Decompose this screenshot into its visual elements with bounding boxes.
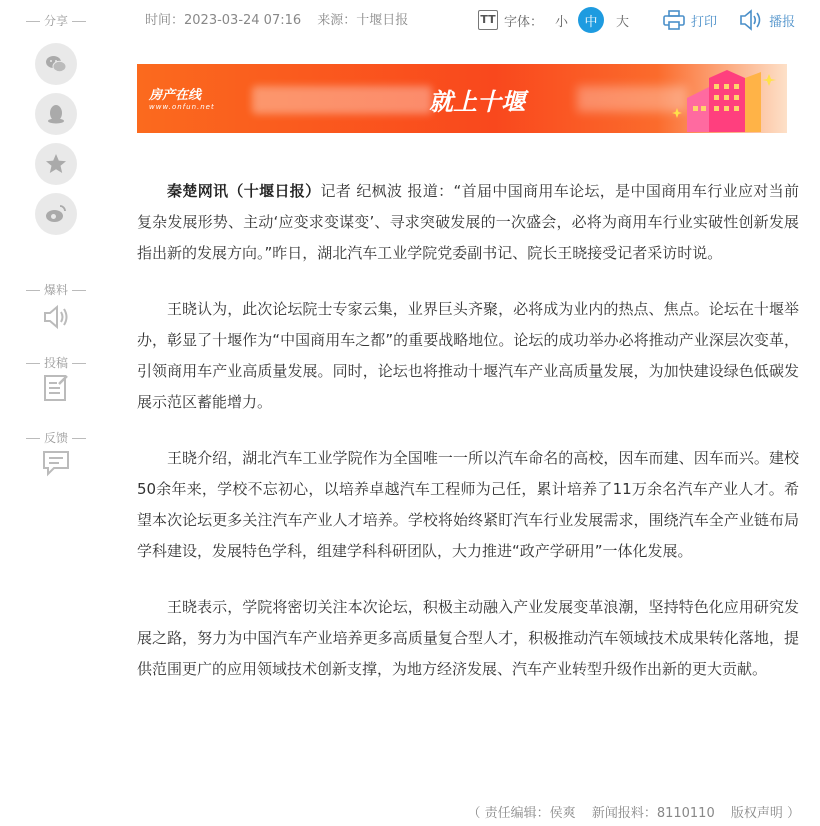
print-button[interactable] xyxy=(663,10,717,30)
tip-button[interactable] xyxy=(41,302,71,332)
speak-button[interactable] xyxy=(739,9,795,31)
edit-document-icon xyxy=(43,374,69,402)
qq-icon xyxy=(44,102,68,126)
article-paragraph: 王晓认为，此次论坛院士专家云集，业界巨头齐聚，必将成为业内的热点、焦点。论坛在十堰举办，彰显了十堰作为“中国商用车之都”的重要战略地位。论坛的成功举办必将推动产业深层次变革，引领商用车产业高质量发展。同时，论坛也将推动十堰汽车产业高质量发展，为加快建设绿色低碳发展示范区蓄能增力。 xyxy=(137,300,799,411)
banner-slogan: 就上十堰 xyxy=(429,88,525,116)
message-icon xyxy=(42,449,70,477)
article-paragraph: 王晓介绍，湖北汽车工业学院作为全国唯一一所以汽车命名的高校，因车而建、因车而兴。建校50余年来，学校不忘初心，以培养卓越汽车工程师为己任，累计培养了11万余名汽车产业人才。希望本次论坛更多关注汽车产业人才培养。学校将始终紧盯汽车行业发展需求，围绕汽车全产业链布局学科建设，发展特色学科，组建学科科研团队，大力推进“政产学研用”一体化发展。 xyxy=(137,449,799,560)
weibo-icon xyxy=(44,202,68,226)
printer-icon xyxy=(663,10,685,30)
publish-time: 时间：2023-03-24 07:16 xyxy=(145,13,302,28)
qzone-icon xyxy=(44,152,68,176)
qzone-share-button[interactable] xyxy=(35,143,77,185)
article-source: 来源：十堰日报 xyxy=(317,13,409,28)
article-footer xyxy=(456,802,800,821)
speaker-icon xyxy=(739,9,763,31)
banner-ad[interactable] xyxy=(137,64,787,133)
font-label: 字体： xyxy=(504,14,544,30)
editor-credit: （ 责任编辑：侯爽 xyxy=(467,806,576,821)
article-paragraph: 秦楚网讯（十堰日报）记者 纪枫波 报道：“首届中国商用车论坛，是中国商用车行业应对当前复杂发展形势、主动‘应变求变谋变’、寻求突破发展的一次盛会，必将为商用车行业实破性创新发展指出新的发展方向。”昨日，湖北汽车工业学院党委副书记、院长王晓接受记者采访时说。 xyxy=(137,182,799,262)
copyright-link[interactable]: 版权声明 ） xyxy=(730,806,800,821)
article-paragraph: 王晓表示，学院将密切关注本次论坛，积极主动融入产业发展变革浪潮，坚持特色化应用研究发展之路，努力为中国汽车产业培养更多高质量复合型人才，积极推动汽车领域技术成果转化落地，提供范围更广的应用领域技术创新支撑，为地方经济发展、汽车产业转型升级作出新的更大贡献。 xyxy=(137,598,799,678)
news-hotline: 新闻报料：8110110 xyxy=(591,806,715,821)
lead-source: 秦楚网讯（十堰日报） xyxy=(167,182,321,200)
font-size-large[interactable]: 大 xyxy=(616,14,630,30)
print-label: 打印 xyxy=(691,14,718,30)
share-heading: 分享 xyxy=(0,12,112,29)
submit-heading: 投稿 xyxy=(0,354,112,371)
speak-label: 播报 xyxy=(769,14,796,30)
tip-heading: 爆料 xyxy=(0,281,112,298)
banner-blurred-text xyxy=(252,86,432,114)
article-meta xyxy=(145,9,420,28)
feedback-heading: 反馈 xyxy=(0,429,112,446)
wechat-share-button[interactable] xyxy=(35,43,77,85)
building-illustration-icon xyxy=(669,68,779,132)
wechat-icon xyxy=(44,52,68,76)
article-body xyxy=(137,176,799,710)
font-size-medium[interactable]: 中 xyxy=(578,7,604,33)
font-size-icon: TT xyxy=(478,10,498,30)
qq-share-button[interactable] xyxy=(35,93,77,135)
speaker-icon xyxy=(42,304,70,330)
submit-button[interactable] xyxy=(41,373,71,403)
feedback-button[interactable] xyxy=(41,448,71,478)
article-toolbar xyxy=(478,6,795,34)
banner-logo: 房产在线 www.onfun.net xyxy=(149,88,215,111)
font-size-small[interactable]: 小 xyxy=(555,14,569,30)
weibo-share-button[interactable] xyxy=(35,193,77,235)
